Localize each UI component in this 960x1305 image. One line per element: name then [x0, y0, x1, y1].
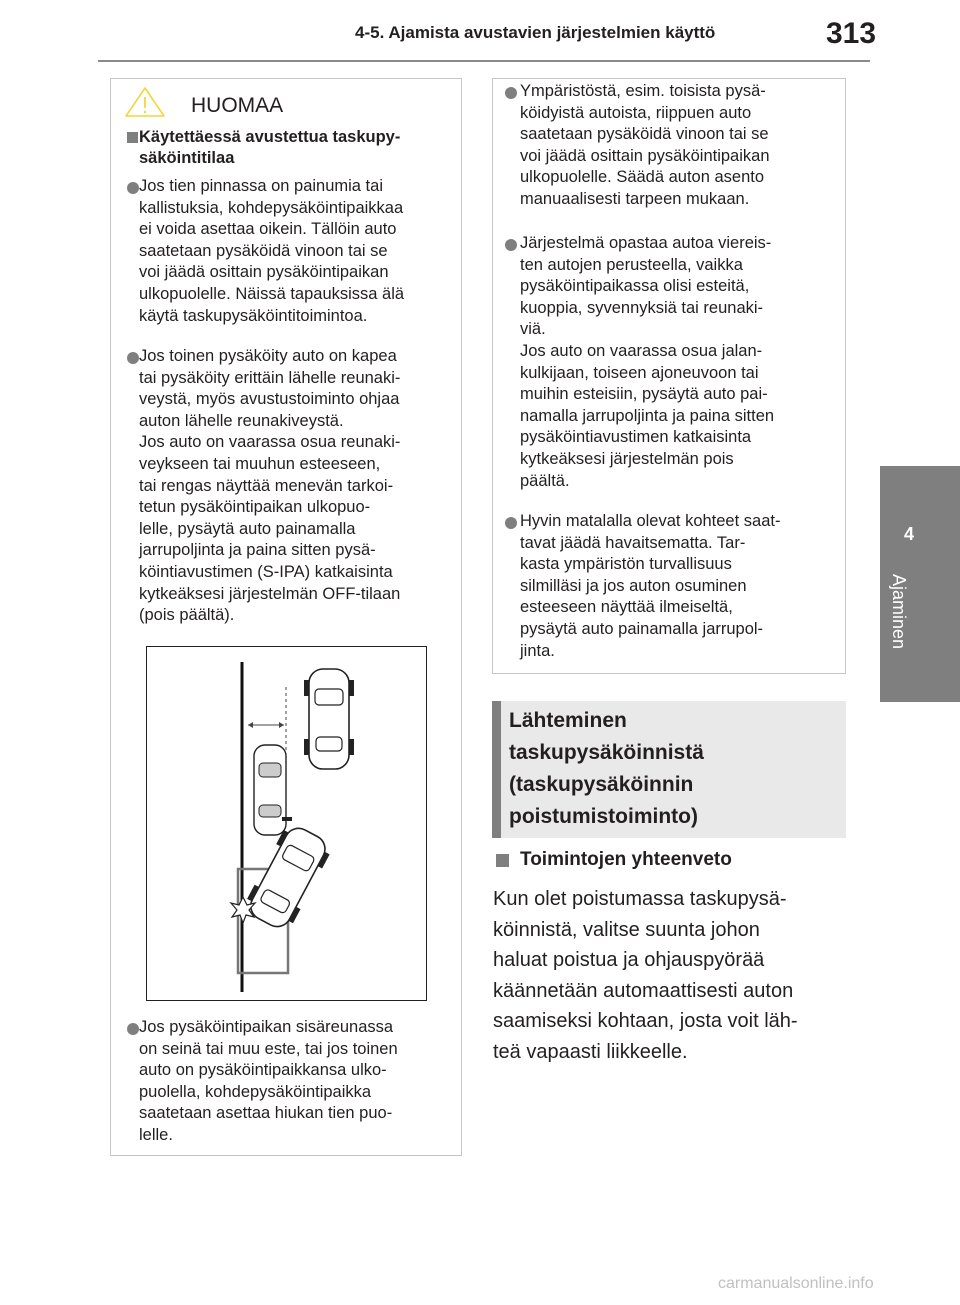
text-line: ulkopuolelle. Näissä tapauksissa älä	[139, 284, 405, 303]
bullet-dot-icon	[505, 239, 517, 251]
bullet-text	[520, 511, 780, 662]
warning-subhead	[139, 127, 400, 169]
text-line: tavat jäädä havaitsematta. Tar-	[520, 533, 746, 552]
text-line: jarrupoljinta ja paina sitten pysä-	[139, 541, 376, 560]
text-line: (pois päältä).	[139, 606, 235, 625]
parked-car-rear-icon	[254, 745, 292, 835]
text-line: Jos auto on vaarassa osua jalan-	[520, 341, 763, 360]
section-heading	[492, 701, 846, 838]
text-line: saatetaan asettaa hiukan tien puo-	[139, 1104, 393, 1123]
text-line: lelle.	[139, 1125, 173, 1144]
subhead-line: Käytettäessä avustettua taskupy-	[139, 128, 401, 146]
bullet-dot-icon	[127, 352, 139, 364]
text-line: kytkeäksesi järjestelmän pois	[520, 449, 734, 468]
text-line: tai pysäköity erittäin lähelle reunaki-	[139, 368, 401, 387]
warning-triangle-icon	[123, 85, 167, 119]
parked-car-front-icon	[304, 669, 354, 769]
text-line: ten autojen perusteella, vaikka	[520, 255, 743, 274]
square-bullet-icon	[496, 854, 509, 867]
text-line: muihin esteisiin, pysäytä auto pai-	[520, 385, 768, 404]
section-body	[493, 884, 798, 1067]
watermark: carmanualsonline.info	[718, 1275, 874, 1292]
page-number: 313	[826, 17, 877, 50]
bullet-dot-icon	[505, 517, 517, 529]
section-title	[509, 705, 704, 833]
title-line: taskupysäköinnistä	[509, 741, 704, 764]
parking-illustration	[147, 647, 426, 1000]
bullet-text	[139, 176, 404, 327]
bullet-dot-icon	[127, 182, 139, 194]
text-line: tai rengas näyttää menevän tarkoi-	[139, 476, 394, 495]
text-line: päältä.	[520, 471, 570, 490]
text-line: kallistuksia, kohdepysäköintipaikkaa	[139, 198, 404, 217]
bullet-dot-icon	[505, 87, 517, 99]
section-subhead	[520, 849, 732, 871]
text-line: auton lähelle reunakiveystä.	[139, 411, 344, 430]
body-line: teä vapaasti liikkeelle.	[493, 1040, 688, 1063]
parking-diagram	[146, 646, 427, 1001]
text-line: voi jäädä osittain pysäköintipaikan	[139, 263, 389, 282]
text-line: esteeseen näyttää ilmeiseltä,	[520, 598, 733, 617]
text-line: kuoppia, syvennyksiä tai reunaki-	[520, 298, 764, 317]
text-line: auto on pysäköintipaikkansa ulko-	[139, 1061, 387, 1080]
text-line: on seinä tai muu este, tai jos toinen	[139, 1039, 398, 1058]
text-line: puolella, kohdepysäköintipaikka	[139, 1082, 372, 1101]
bullet-text	[139, 346, 400, 627]
text-line: veystä, myös avustustoiminto ohjaa	[139, 390, 400, 409]
text-line: Jos auto on vaarassa osua reunaki-	[139, 433, 401, 452]
text-line: Hyvin matalalla olevat kohteet saat-	[520, 512, 781, 530]
text-line: Jos toinen pysäköity auto on kapea	[139, 347, 397, 365]
bullet-text	[520, 233, 774, 492]
text-line: ei voida asettaa oikein. Tällöin auto	[139, 220, 397, 239]
bullet-text	[139, 1017, 398, 1147]
text-line: Jos tien pinnassa on painumia tai	[139, 177, 383, 195]
subhead-line: säköintitilaa	[139, 149, 235, 167]
bullet-dot-icon	[127, 1023, 139, 1035]
text-line: käytä taskupysäköintitoimintoa.	[139, 306, 368, 325]
body-line: haluat poistua ja ohjauspyörää	[493, 949, 765, 971]
text-line: pysäköintipaikassa olisi esteitä,	[520, 277, 750, 296]
text-line: jinta.	[520, 641, 555, 660]
warning-title: HUOMAA	[191, 94, 284, 117]
title-line: Lähteminen	[509, 709, 627, 732]
body-line: Kun olet poistumassa taskupysä-	[493, 888, 787, 910]
title-line: poistumistoiminto)	[509, 805, 698, 828]
text-line: pysäköintiavustimen katkaisinta	[520, 428, 752, 447]
text-line: kytkeäksesi järjestelmän OFF-tilaan	[139, 584, 401, 603]
text-line: saatetaan pysäköidä vinoon tai se	[520, 125, 769, 144]
body-line: käännetään automaattisesti auton	[493, 979, 794, 1002]
subhead-text: Toimintojen yhteenveto	[520, 849, 732, 870]
text-line: manuaalisesti tarpeen mukaan.	[520, 189, 750, 208]
chapter-label: Ajaminen	[889, 574, 909, 650]
text-line: pysäytä auto painamalla jarrupol-	[520, 619, 764, 638]
section-accent-bar	[492, 701, 501, 838]
text-line: saatetaan pysäköidä vinoon tai se	[139, 241, 388, 260]
text-line: kulkijaan, toiseen ajoneuvoon tai	[520, 363, 759, 382]
side-tab	[880, 466, 960, 702]
text-line: namalla jarrupoljinta ja paina sitten	[520, 406, 775, 425]
chapter-number: 4	[903, 524, 914, 544]
title-line: (taskupysäköinnin	[509, 773, 694, 796]
text-line: ulkopuolelle. Säädä auton asento	[520, 168, 765, 187]
header-title: 4-5. Ajamista avustavien järjestelmien käyttö	[355, 23, 716, 42]
text-line: tetun pysäköintipaikan ulkopuo-	[139, 498, 371, 517]
text-line: Jos pysäköintipaikan sisäreunassa	[139, 1018, 394, 1036]
warning-box-continued	[492, 78, 846, 674]
header-rule	[98, 60, 870, 62]
text-line: köidyistä autoista, riippuen auto	[520, 103, 752, 122]
text-line: voi jäädä osittain pysäköintipaikan	[520, 146, 770, 165]
body-line: saamiseksi kohtaan, josta voit läh-	[493, 1010, 798, 1032]
text-line: kasta ympäristön turvallisuus	[520, 555, 732, 574]
text-line: viä.	[520, 320, 546, 339]
text-line: köintiavustimen (S-IPA) katkaisinta	[139, 562, 393, 581]
text-line: silmilläsi ja jos auton osuminen	[520, 576, 747, 595]
text-line: veykseen tai muuhun esteeseen,	[139, 454, 381, 473]
text-line: Ympäristöstä, esim. toisista pysä-	[520, 82, 766, 100]
bullet-text	[520, 81, 770, 211]
square-bullet-icon	[127, 132, 138, 143]
body-line: köinnistä, valitse suunta johon	[493, 918, 760, 941]
text-line: Järjestelmä opastaa autoa viereis-	[520, 234, 772, 252]
text-line: lelle, pysäytä auto painamalla	[139, 519, 356, 538]
moving-car-icon	[241, 821, 334, 934]
